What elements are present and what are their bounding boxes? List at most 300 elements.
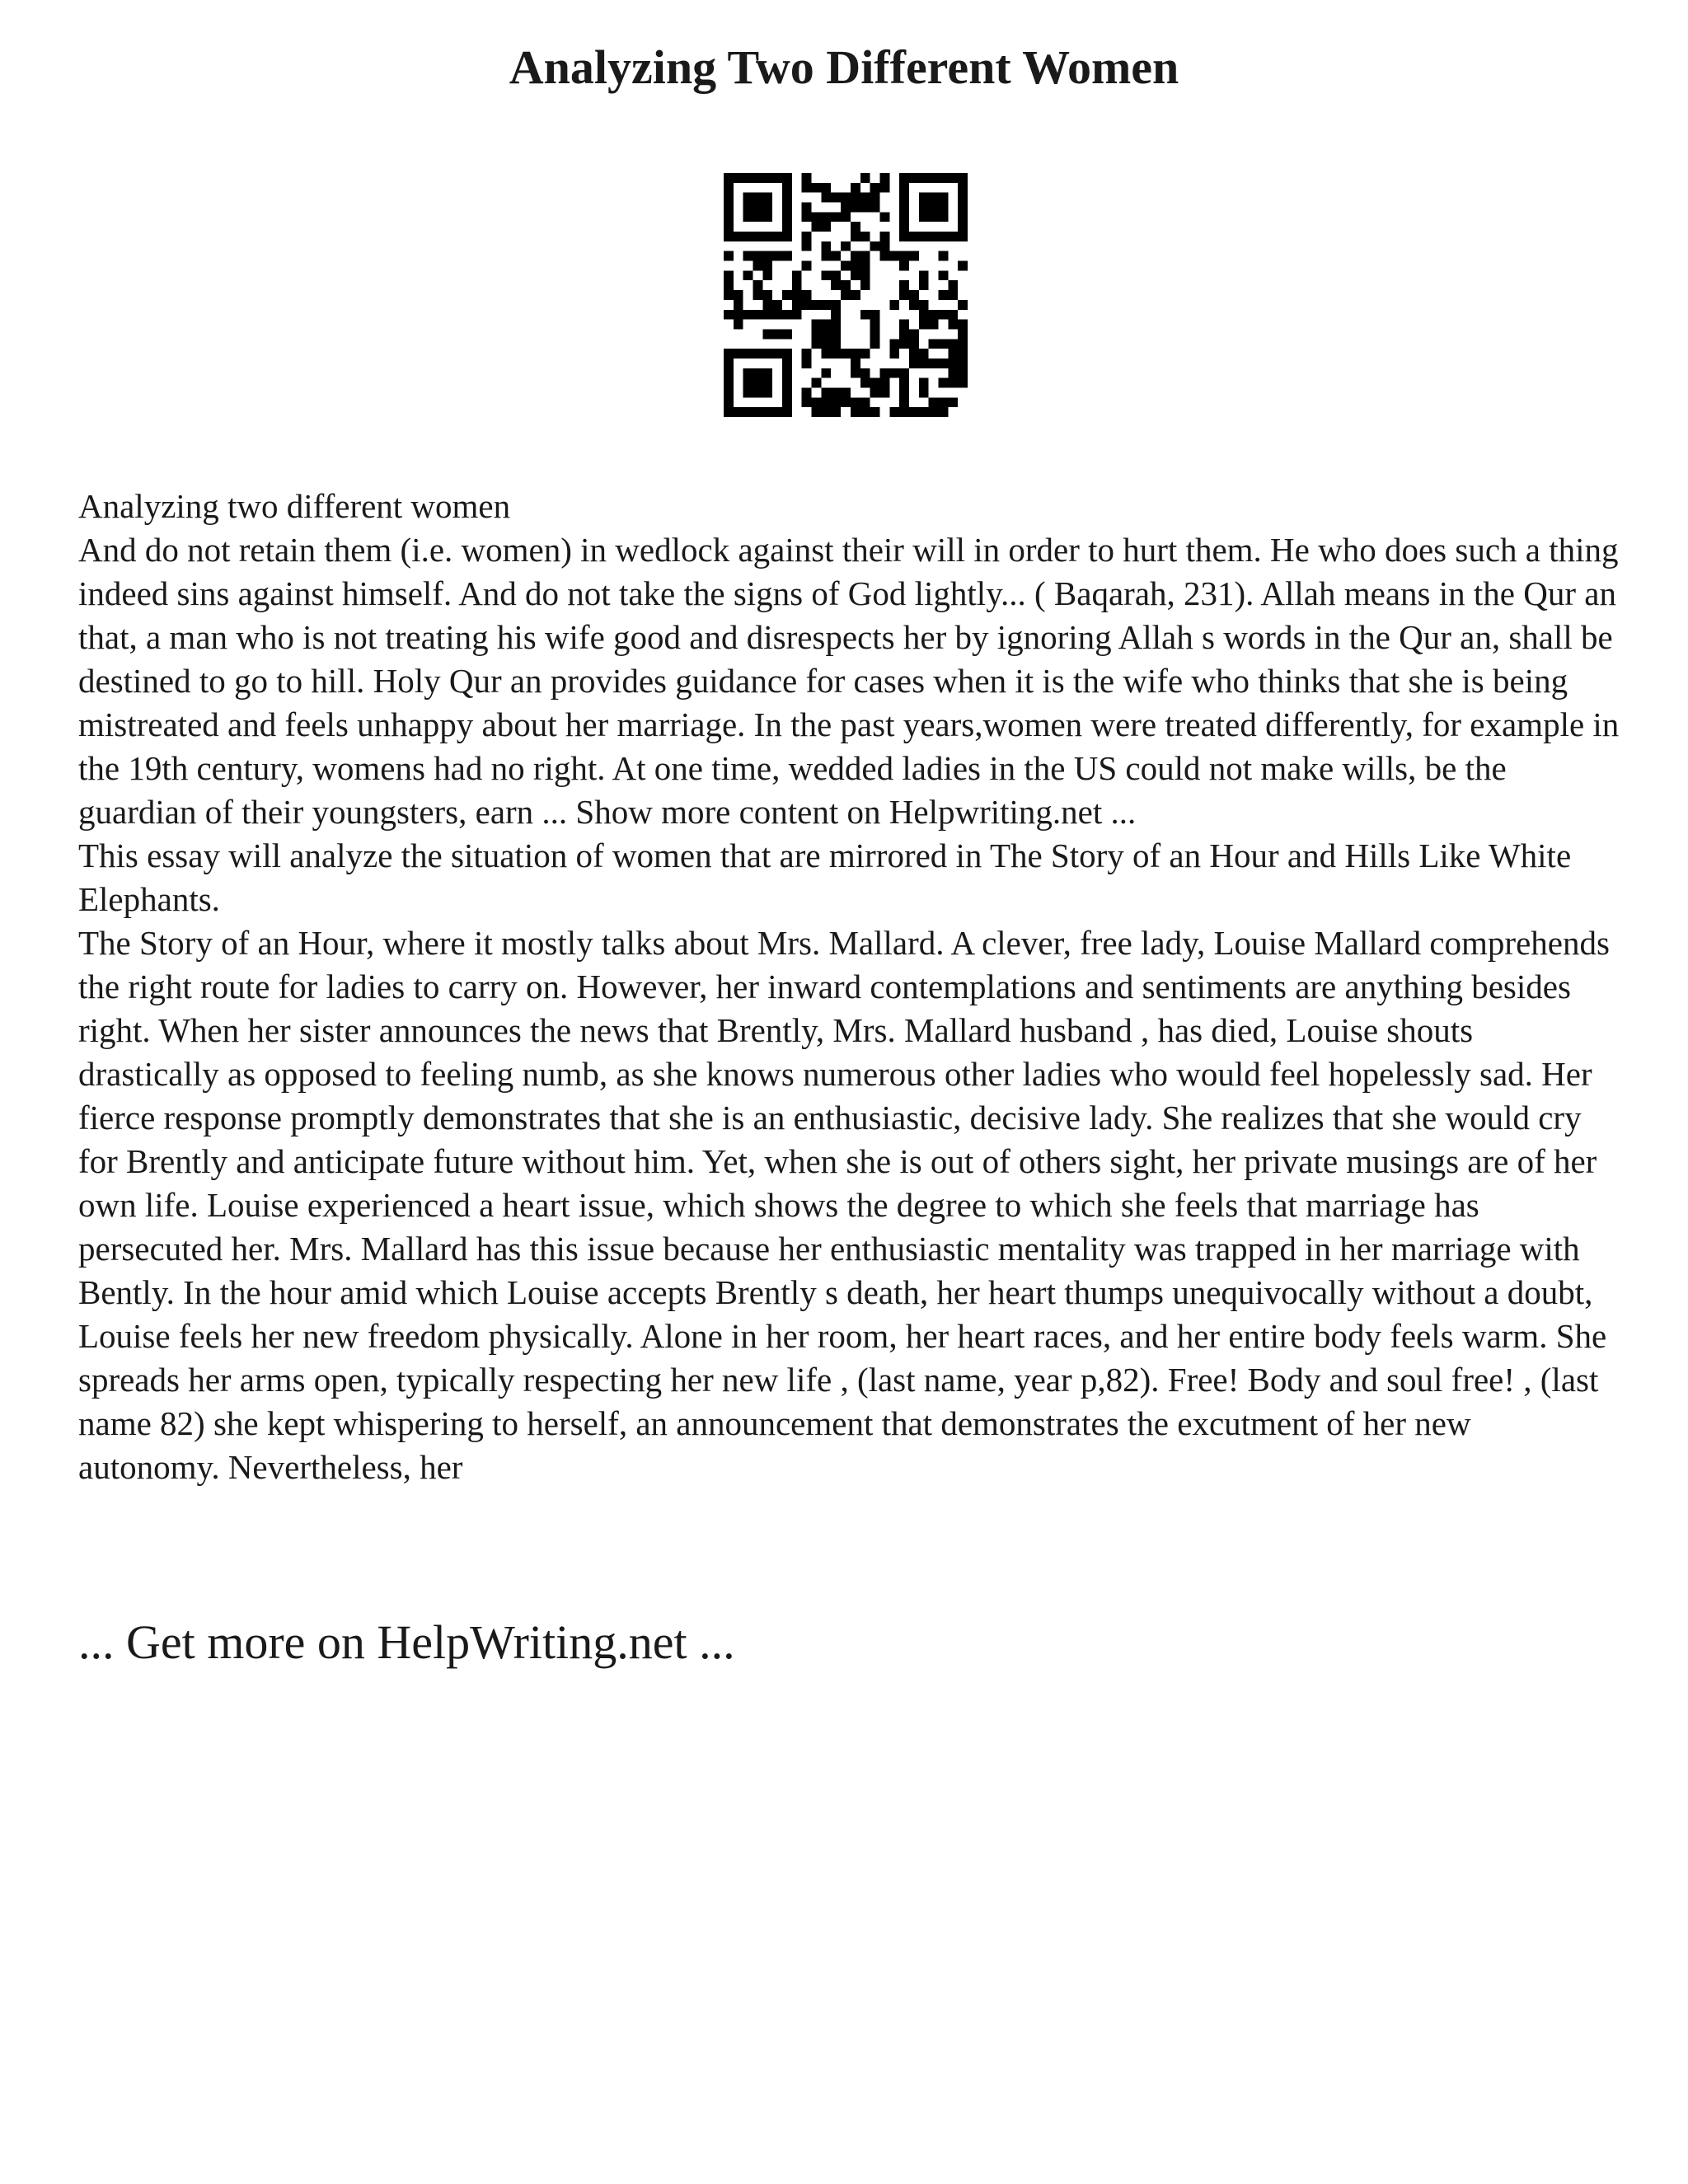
qr-module bbox=[899, 407, 909, 417]
qr-module bbox=[851, 270, 860, 280]
qr-module bbox=[958, 222, 968, 232]
qr-module bbox=[909, 349, 919, 359]
qr-module bbox=[762, 251, 772, 261]
qr-module bbox=[851, 203, 860, 213]
qr-module bbox=[860, 397, 870, 407]
qr-module bbox=[753, 368, 763, 378]
qr-module bbox=[831, 339, 841, 349]
qr-module bbox=[889, 339, 899, 349]
qr-module bbox=[782, 193, 792, 203]
qr-module bbox=[724, 368, 734, 378]
qr-module bbox=[792, 280, 802, 290]
qr-module bbox=[831, 329, 841, 339]
qr-module bbox=[762, 270, 772, 280]
qr-module bbox=[724, 280, 734, 290]
qr-module bbox=[782, 407, 792, 417]
qr-module bbox=[851, 193, 860, 203]
qr-module bbox=[762, 173, 772, 183]
qr-module bbox=[879, 378, 889, 388]
qr-module bbox=[958, 368, 968, 378]
qr-module bbox=[802, 300, 812, 310]
qr-module bbox=[851, 183, 860, 193]
qr-module bbox=[899, 397, 909, 407]
qr-module bbox=[929, 407, 939, 417]
qr-module bbox=[889, 368, 899, 378]
qr-module bbox=[909, 173, 919, 183]
qr-module bbox=[792, 270, 802, 280]
qr-module bbox=[860, 173, 870, 183]
qr-module bbox=[762, 193, 772, 203]
qr-module bbox=[860, 251, 870, 261]
qr-module bbox=[743, 173, 753, 183]
qr-module bbox=[919, 232, 929, 241]
qr-module bbox=[812, 339, 822, 349]
qr-module bbox=[821, 407, 831, 417]
qr-module bbox=[821, 387, 831, 397]
qr-module bbox=[889, 300, 899, 310]
qr-module bbox=[762, 261, 772, 271]
qr-module bbox=[812, 329, 822, 339]
qr-module bbox=[821, 339, 831, 349]
qr-module bbox=[899, 203, 909, 213]
qr-module bbox=[860, 203, 870, 213]
qr-module bbox=[958, 300, 968, 310]
qr-module bbox=[919, 387, 929, 397]
qr-module bbox=[899, 183, 909, 193]
qr-module bbox=[851, 359, 860, 368]
qr-module bbox=[821, 397, 831, 407]
qr-module bbox=[879, 387, 889, 397]
qr-module bbox=[948, 173, 958, 183]
qr-module bbox=[929, 173, 939, 183]
qr-module bbox=[870, 193, 880, 203]
qr-module bbox=[743, 212, 753, 222]
qr-module bbox=[762, 232, 772, 241]
qr-module bbox=[821, 193, 831, 203]
qr-module bbox=[948, 320, 958, 330]
qr-module bbox=[782, 232, 792, 241]
qr-module bbox=[948, 378, 958, 388]
qr-module bbox=[929, 212, 939, 222]
essay-paragraph: The Story of an Hour, where it mostly talks about Mrs. Mallard. A clever, free lady, Louise Mallard comprehends the right route for ladies to carry on. However, her inward contemplations and sentiments are anything besides right. When her sister announces the news that Brently, Mrs. Mallard husband , has died, Louise shouts drastically as opposed to feeling numb, as she knows numerous other ladies who would feel hopelessly sad. Her fierce response promptly demonstrates that she is an enthusiastic, decisive lady. She realizes that she would cry for Brently and anticipate future without him. Yet, when she is out of others sight, her private musings are of her own life. Louise experienced a heart issue, which shows the degree to which she feels that marriage has persecuted her. Mrs. Mallard has this issue because her enthusiastic mentality was trapped in her marriage with Bently. In the hour amid which Louise accepts Brently s death, her heart thumps unequivocally without a doubt, Louise feels her new freedom physically. Alone in her room, her heart races, and her entire body feels warm. She spreads her arms open, typically respecting her new life , (last name, year p,82). Free! Body and soul free! , (last name 82) she kept whispering to herself, an announcement that demonstrates the excutment of her new autonomy. Nevertheless, her bbox=[78, 924, 1610, 1486]
qr-module bbox=[831, 300, 841, 310]
qr-module bbox=[772, 329, 782, 339]
qr-module bbox=[958, 203, 968, 213]
qr-module bbox=[821, 183, 831, 193]
qr-module bbox=[958, 359, 968, 368]
qr-module bbox=[899, 261, 909, 271]
qr-module bbox=[879, 232, 889, 241]
qr-module bbox=[841, 397, 851, 407]
qr-module bbox=[724, 193, 734, 203]
qr-module bbox=[860, 310, 870, 320]
qr-module bbox=[870, 183, 880, 193]
qr-module bbox=[772, 251, 782, 261]
qr-module bbox=[753, 310, 763, 320]
qr-module bbox=[762, 212, 772, 222]
qr-module bbox=[909, 359, 919, 368]
qr-module bbox=[724, 212, 734, 222]
qr-module bbox=[851, 251, 860, 261]
qr-module bbox=[812, 378, 822, 388]
qr-module bbox=[889, 349, 899, 359]
qr-module bbox=[929, 232, 939, 241]
qr-module bbox=[851, 222, 860, 232]
qr-module bbox=[948, 339, 958, 349]
qr-module bbox=[860, 407, 870, 417]
qr-module bbox=[762, 329, 772, 339]
qr-module bbox=[724, 173, 734, 183]
qr-module bbox=[772, 407, 782, 417]
qr-module bbox=[762, 300, 772, 310]
qr-module bbox=[899, 232, 909, 241]
qr-module bbox=[802, 359, 812, 368]
qr-module bbox=[812, 320, 822, 330]
qr-module bbox=[958, 212, 968, 222]
qr-module bbox=[724, 183, 734, 193]
qr-module bbox=[802, 261, 812, 271]
qr-module bbox=[802, 387, 812, 397]
qr-module bbox=[782, 387, 792, 397]
qr-module bbox=[958, 378, 968, 388]
qr-module bbox=[762, 378, 772, 388]
qr-module bbox=[724, 222, 734, 232]
qr-module bbox=[831, 251, 841, 261]
qr-module bbox=[870, 203, 880, 213]
qr-module bbox=[879, 183, 889, 193]
qr-module bbox=[743, 387, 753, 397]
qr-module bbox=[899, 320, 909, 330]
qr-module bbox=[743, 251, 753, 261]
qr-module bbox=[958, 329, 968, 339]
qr-module bbox=[929, 193, 939, 203]
qr-module bbox=[948, 232, 958, 241]
qr-module bbox=[782, 349, 792, 359]
qr-module bbox=[762, 407, 772, 417]
qr-module bbox=[860, 280, 870, 290]
qr-module bbox=[743, 378, 753, 388]
qr-module bbox=[899, 329, 909, 339]
qr-module bbox=[792, 290, 802, 300]
qr-module bbox=[753, 251, 763, 261]
qr-module bbox=[724, 349, 734, 359]
qr-module bbox=[753, 232, 763, 241]
qr-module bbox=[919, 407, 929, 417]
qr-module bbox=[772, 310, 782, 320]
qr-module bbox=[948, 310, 958, 320]
qr-module bbox=[812, 222, 822, 232]
qr-module bbox=[831, 320, 841, 330]
qr-module bbox=[909, 300, 919, 310]
qr-module bbox=[753, 280, 763, 290]
qr-module bbox=[831, 193, 841, 203]
qr-module bbox=[899, 222, 909, 232]
qr-module bbox=[782, 397, 792, 407]
qr-module bbox=[938, 212, 948, 222]
qr-module bbox=[743, 368, 753, 378]
qr-module bbox=[743, 193, 753, 203]
qr-module bbox=[899, 368, 909, 378]
qr-module bbox=[919, 378, 929, 388]
qr-module bbox=[782, 203, 792, 213]
qr-module bbox=[958, 349, 968, 359]
qr-module bbox=[821, 222, 831, 232]
qr-module bbox=[802, 397, 812, 407]
qr-module bbox=[938, 359, 948, 368]
qr-module bbox=[734, 310, 743, 320]
qr-module bbox=[919, 349, 929, 359]
qr-module bbox=[762, 310, 772, 320]
qr-module bbox=[743, 232, 753, 241]
qr-module bbox=[772, 349, 782, 359]
qr-module bbox=[899, 173, 909, 183]
qr-module bbox=[821, 251, 831, 261]
qr-module bbox=[948, 397, 958, 407]
qr-module bbox=[851, 368, 860, 378]
qr-module bbox=[831, 212, 841, 222]
qr-module bbox=[938, 251, 948, 261]
qr-module bbox=[743, 270, 753, 280]
qr-module bbox=[831, 387, 841, 397]
qr-module bbox=[870, 378, 880, 388]
qr-module bbox=[958, 183, 968, 193]
qr-module bbox=[782, 290, 792, 300]
qr-module bbox=[879, 173, 889, 183]
qr-module bbox=[812, 183, 822, 193]
qr-module bbox=[919, 193, 929, 203]
qr-module bbox=[753, 203, 763, 213]
qr-module bbox=[860, 368, 870, 378]
qr-module bbox=[772, 300, 782, 310]
qr-module bbox=[919, 310, 929, 320]
qr-module bbox=[938, 173, 948, 183]
qr-module bbox=[938, 378, 948, 388]
qr-module bbox=[802, 349, 812, 359]
qr-module bbox=[743, 407, 753, 417]
qr-module bbox=[782, 368, 792, 378]
qr-module bbox=[734, 173, 743, 183]
qr-module bbox=[762, 349, 772, 359]
qr-module bbox=[958, 232, 968, 241]
qr-module bbox=[821, 368, 831, 378]
essay-paragraph: And do not retain them (i.e. women) in wedlock against their will in order to hurt them. He who does such a thing indeed sins against himself. And do not take the signs of God lightly... ( Baqarah, 231). Allah means in the Qur an that, a man who is not treating his wife good and disrespects her by ignoring Allah s words in the Qur an, shall be destined to go to hill. Holy Qur an provides guidance for cases when it is the wife who thinks that she is being mistreated and feels unhappy about her marriage. In the past years,women were treated differently, for example in the 19th century, womens had no right. At one time, wedded ladies in the US could not make wills, be the guardian of their youngsters, earn ... Show more content on Helpwriting.net ... bbox=[78, 531, 1620, 831]
qr-module bbox=[938, 407, 948, 417]
qr-module bbox=[812, 407, 822, 417]
qr-module bbox=[734, 349, 743, 359]
qr-module bbox=[889, 407, 899, 417]
qr-module bbox=[919, 280, 929, 290]
qr-module bbox=[958, 261, 968, 271]
qr-module bbox=[782, 173, 792, 183]
qr-module bbox=[958, 339, 968, 349]
qr-module bbox=[909, 329, 919, 339]
qr-module bbox=[948, 280, 958, 290]
qr-module bbox=[743, 310, 753, 320]
qr-module bbox=[899, 339, 909, 349]
qr-module bbox=[841, 212, 851, 222]
qr-module bbox=[734, 232, 743, 241]
qr-module bbox=[792, 310, 802, 320]
qr-module bbox=[724, 232, 734, 241]
qr-module bbox=[860, 378, 870, 388]
qr-module bbox=[762, 368, 772, 378]
qr-module bbox=[831, 310, 841, 320]
qr-module bbox=[762, 290, 772, 300]
qr-module bbox=[860, 349, 870, 359]
qr-module bbox=[958, 320, 968, 330]
qr-module bbox=[841, 261, 851, 271]
qr-module bbox=[919, 212, 929, 222]
qr-module bbox=[851, 407, 860, 417]
qr-module bbox=[724, 310, 734, 320]
qr-module bbox=[909, 407, 919, 417]
qr-module bbox=[870, 339, 880, 349]
qr-module bbox=[948, 359, 958, 368]
qr-module bbox=[929, 203, 939, 213]
qr-module bbox=[782, 251, 792, 261]
qr-module bbox=[831, 270, 841, 280]
qr-module bbox=[929, 397, 939, 407]
qr-module bbox=[724, 270, 734, 280]
qr-module bbox=[851, 290, 860, 300]
qr-module bbox=[782, 212, 792, 222]
qr-module bbox=[802, 203, 812, 213]
qr-code-icon bbox=[724, 173, 968, 417]
qr-module bbox=[879, 368, 889, 378]
qr-module bbox=[724, 203, 734, 213]
qr-module bbox=[851, 397, 860, 407]
qr-module bbox=[724, 378, 734, 388]
qr-module bbox=[831, 349, 841, 359]
qr-module bbox=[860, 270, 870, 280]
qr-module bbox=[948, 349, 958, 359]
qr-module bbox=[938, 203, 948, 213]
qr-module bbox=[899, 387, 909, 397]
qr-module bbox=[802, 232, 812, 241]
qr-module bbox=[762, 203, 772, 213]
qr-module bbox=[938, 232, 948, 241]
qr-module bbox=[909, 232, 919, 241]
qr-module bbox=[899, 280, 909, 290]
qr-module bbox=[841, 280, 851, 290]
qr-module bbox=[782, 183, 792, 193]
qr-module bbox=[889, 251, 899, 261]
qr-module bbox=[879, 251, 889, 261]
qr-module bbox=[948, 368, 958, 378]
qr-module bbox=[919, 203, 929, 213]
essay-body bbox=[78, 485, 1620, 1489]
qr-module bbox=[870, 407, 880, 417]
qr-module bbox=[734, 320, 743, 330]
qr-module bbox=[899, 378, 909, 388]
qr-module bbox=[753, 212, 763, 222]
qr-module bbox=[753, 349, 763, 359]
qr-module bbox=[929, 339, 939, 349]
qr-module bbox=[753, 387, 763, 397]
qr-module bbox=[753, 193, 763, 203]
qr-module bbox=[909, 290, 919, 300]
qr-module bbox=[772, 173, 782, 183]
qr-module bbox=[724, 359, 734, 368]
qr-module bbox=[753, 261, 763, 271]
qr-module bbox=[821, 300, 831, 310]
qr-module bbox=[938, 397, 948, 407]
qr-module bbox=[831, 407, 841, 417]
qr-module bbox=[929, 320, 939, 330]
qr-module bbox=[870, 241, 880, 251]
qr-module bbox=[812, 212, 822, 222]
essay-paragraph: This essay will analyze the situation of women that are mirrored in The Story of an Hour and Hills Like White Elephants. bbox=[78, 837, 1572, 918]
qr-module bbox=[909, 251, 919, 261]
qr-module bbox=[938, 290, 948, 300]
qr-module bbox=[899, 193, 909, 203]
qr-module bbox=[958, 193, 968, 203]
qr-module bbox=[841, 193, 851, 203]
qr-module bbox=[782, 310, 792, 320]
qr-module bbox=[860, 193, 870, 203]
qr-module bbox=[802, 212, 812, 222]
qr-module bbox=[879, 212, 889, 222]
qr-module bbox=[753, 407, 763, 417]
qr-module bbox=[821, 241, 831, 251]
qr-module bbox=[802, 241, 812, 251]
qr-module bbox=[860, 261, 870, 271]
qr-module bbox=[743, 203, 753, 213]
qr-module bbox=[724, 407, 734, 417]
qr-module bbox=[851, 349, 860, 359]
qr-module bbox=[899, 212, 909, 222]
qr-module bbox=[870, 310, 880, 320]
qr-module bbox=[821, 349, 831, 359]
qr-module bbox=[841, 349, 851, 359]
qr-module bbox=[938, 193, 948, 203]
qr-module bbox=[782, 222, 792, 232]
qr-module bbox=[929, 359, 939, 368]
qr-module bbox=[948, 290, 958, 300]
qr-module bbox=[812, 397, 822, 407]
qr-module bbox=[802, 173, 812, 183]
qr-module bbox=[831, 280, 841, 290]
qr-module bbox=[734, 300, 743, 310]
qr-module bbox=[724, 251, 734, 261]
page-title: Analyzing Two Different Women bbox=[509, 40, 1179, 94]
qr-module bbox=[724, 290, 734, 300]
qr-module bbox=[909, 339, 919, 349]
qr-module bbox=[870, 320, 880, 330]
qr-module bbox=[734, 290, 743, 300]
qr-module bbox=[782, 359, 792, 368]
qr-module bbox=[792, 300, 802, 310]
qr-module bbox=[772, 232, 782, 241]
qr-module bbox=[821, 212, 831, 222]
qr-module bbox=[919, 173, 929, 183]
qr-module bbox=[831, 397, 841, 407]
qr-module bbox=[753, 378, 763, 388]
qr-module bbox=[851, 261, 860, 271]
qr-module bbox=[782, 378, 792, 388]
qr-module bbox=[919, 300, 929, 310]
qr-module bbox=[802, 183, 812, 193]
qr-module bbox=[724, 397, 734, 407]
qr-module bbox=[841, 290, 851, 300]
qr-module bbox=[919, 270, 929, 280]
qr-module bbox=[762, 387, 772, 397]
qr-module bbox=[860, 232, 870, 241]
qr-module bbox=[821, 320, 831, 330]
qr-module bbox=[879, 241, 889, 251]
qr-module bbox=[919, 359, 929, 368]
get-more-link[interactable]: ... Get more on HelpWriting.net ... bbox=[78, 1615, 735, 1669]
